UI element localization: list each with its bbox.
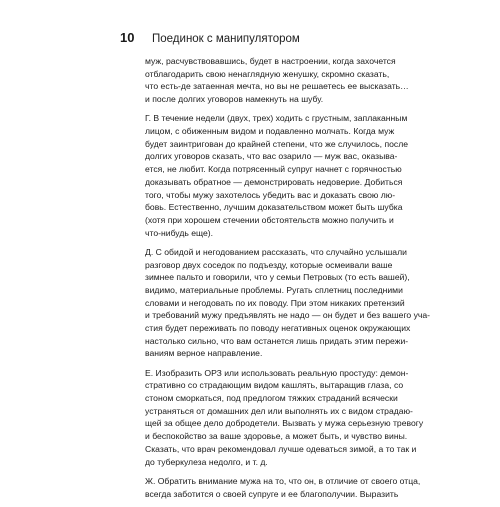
text-line: стия будет переживать по поводу негативных оценок окружающих xyxy=(145,323,411,334)
text-line: и требований мужу предъявлять не надо — он будет и без вашего уча- xyxy=(145,310,431,321)
text-line: всегда заботится о своей супруге и ее благополучии. Выразить xyxy=(145,488,399,499)
text-line: устраняться от домашних дел или выполнять их с видом страдаю- xyxy=(145,405,413,416)
text-line: лицом, с обиженным видом и подавленно молчать. Когда муж xyxy=(145,126,395,137)
text-line: щей за общее дело добродетели. Вызвать у мужа серьезную тревогу xyxy=(145,418,424,429)
text-line: стоном сморкаться, под предлогом тяжких страданий всячески xyxy=(145,393,398,404)
text-line: зимнее пальто и говорили, что у семьи Петровых (то есть вашей), xyxy=(145,272,410,283)
running-head xyxy=(120,30,420,46)
text-line: и после долгих уговоров намекнуть на шубу. xyxy=(145,94,324,105)
text-line: что есть-де затаенная мечта, но вы не решаетесь ее высказать… xyxy=(145,81,409,92)
paragraph-g xyxy=(145,112,409,239)
body-text xyxy=(145,55,431,507)
text-line: Ж. Обратить внимание мужа на то, что он, в отличие от своего отца, xyxy=(145,475,421,486)
text-line: стративно со страдающим видом кашлять, вытаращив глаза, со xyxy=(145,380,404,391)
text-line: бовь. Естественно, лучшим доказательством может быть шубка xyxy=(145,202,403,213)
paragraph-intro xyxy=(145,55,409,106)
text-line: отблагодарить свою ненаглядную женушку, скромно сказать, xyxy=(145,68,390,79)
text-line: Сказать, что врач рекомендовал лучше одеваться зимой, а то так и xyxy=(145,443,417,454)
text-line: Е. Изобразить ОРЗ или использовать реальную простуду: демон- xyxy=(145,367,409,378)
text-line: Г. В течение недели (двух, трех) ходить с грустным, заплаканным xyxy=(145,113,408,124)
paragraph-e xyxy=(145,367,424,469)
text-line: до туберкулеза недолго, и т. д. xyxy=(145,456,268,467)
text-line: доказывать обратное — демонстрировать недоверие. Добиться xyxy=(145,176,403,187)
text-line: настолько сильно, что вам останется лишь придать этим пережи- xyxy=(145,335,409,346)
text-line: Д. С обидой и негодованием рассказать, что случайно услышали xyxy=(145,246,407,257)
text-line: разговор двух соседок по подъезду, которые осмеивали ваше xyxy=(145,259,393,270)
paragraph-zh xyxy=(145,475,421,500)
text-line: того, чтобы мужу захотелось убедить вас и доказать свою лю- xyxy=(145,189,396,200)
running-title: Поединок с манипулятором xyxy=(152,33,300,45)
text-line: что-нибудь еще). xyxy=(145,227,214,238)
text-line: (хотя при хорошем стечении обстоятельств можно получить и xyxy=(145,214,394,225)
text-line: муж, расчувствовавшись, будет в настроении, когда захочется xyxy=(145,56,396,66)
text-line: будет заинтригован до крайней степени, что же случилось, после xyxy=(145,138,409,149)
text-line: ется, не любит. Когда потрясенный супруг начнет с горячностью xyxy=(145,164,402,175)
text-line: и беспокойство за ваше здоровье, а может быть, и чувство вины. xyxy=(145,431,408,442)
text-line: ваниям верное направление. xyxy=(145,348,263,359)
text-line: долгих уговоров сказать, что вас озарило — муж вас, оказыва- xyxy=(145,151,398,162)
paragraph-d xyxy=(145,246,431,360)
text-line: словами и негодовать по их поводу. При этом никаких претензий xyxy=(145,297,405,308)
text-line: видимо, материальные проблемы. Ругать сплетниц последними xyxy=(145,284,403,295)
page-number: 10 xyxy=(120,30,135,45)
